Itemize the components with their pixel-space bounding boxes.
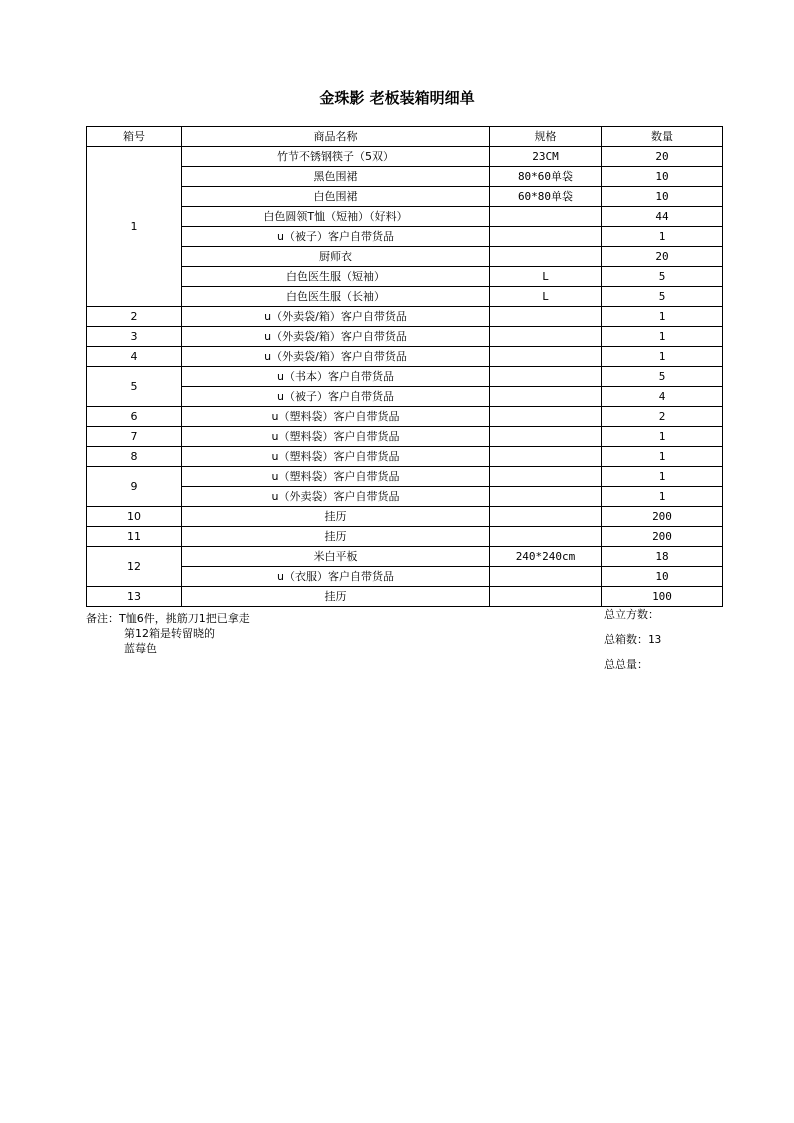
quantity-cell: 200 bbox=[602, 507, 723, 527]
table-row bbox=[87, 367, 723, 387]
product-name-cell: 白色圆领T恤（短袖）（好料） bbox=[182, 207, 490, 227]
quantity-cell: 1 bbox=[602, 487, 723, 507]
product-name-cell: u（塑料袋）客户自带货品 bbox=[182, 427, 490, 447]
product-name-cell: 挂历 bbox=[182, 587, 490, 607]
box-number-cell: 9 bbox=[87, 467, 182, 507]
box-number-cell: 13 bbox=[87, 587, 182, 607]
quantity-cell: 10 bbox=[602, 567, 723, 587]
table-row bbox=[87, 447, 723, 467]
product-name-cell: u（塑料袋）客户自带货品 bbox=[182, 447, 490, 467]
total-boxes-label: 总箱数： bbox=[604, 633, 648, 646]
quantity-cell: 5 bbox=[602, 287, 723, 307]
quantity-cell: 200 bbox=[602, 527, 723, 547]
product-name-cell: u（塑料袋）客户自带货品 bbox=[182, 467, 490, 487]
spec-cell bbox=[490, 447, 602, 467]
header-spec: 规格 bbox=[490, 127, 602, 147]
table-body bbox=[87, 147, 723, 607]
table-row bbox=[87, 407, 723, 427]
spec-cell bbox=[490, 567, 602, 587]
header-quantity: 数量 bbox=[602, 127, 723, 147]
quantity-cell: 1 bbox=[602, 347, 723, 367]
quantity-cell: 5 bbox=[602, 267, 723, 287]
spec-cell bbox=[490, 407, 602, 427]
table-row bbox=[87, 147, 723, 167]
remarks bbox=[86, 611, 250, 656]
product-name-cell: u（外卖袋/箱）客户自带货品 bbox=[182, 307, 490, 327]
total-volume-label: 总立方数： bbox=[604, 608, 659, 621]
quantity-cell: 1 bbox=[602, 467, 723, 487]
product-name-cell: 竹节不锈钢筷子（5双） bbox=[182, 147, 490, 167]
product-name-cell: 白色围裙 bbox=[182, 187, 490, 207]
box-number-cell: 12 bbox=[87, 547, 182, 587]
quantity-cell: 1 bbox=[602, 227, 723, 247]
box-number-cell: 11 bbox=[87, 527, 182, 547]
spec-cell: 240*240cm bbox=[490, 547, 602, 567]
product-name-cell: u（书本）客户自带货品 bbox=[182, 367, 490, 387]
quantity-cell: 20 bbox=[602, 247, 723, 267]
table-row bbox=[87, 427, 723, 447]
quantity-cell: 1 bbox=[602, 447, 723, 467]
box-number-cell: 4 bbox=[87, 347, 182, 367]
table-row bbox=[87, 247, 723, 267]
quantity-cell: 100 bbox=[602, 587, 723, 607]
remarks-line-3: 蓝莓色 bbox=[124, 642, 157, 655]
quantity-cell: 44 bbox=[602, 207, 723, 227]
product-name-cell: 黑色围裙 bbox=[182, 167, 490, 187]
table-row bbox=[87, 227, 723, 247]
spec-cell bbox=[490, 507, 602, 527]
box-number-cell: 6 bbox=[87, 407, 182, 427]
spec-cell bbox=[490, 207, 602, 227]
box-number-cell: 10 bbox=[87, 507, 182, 527]
spec-cell: 23CM bbox=[490, 147, 602, 167]
page-title: 金珠影 老板装箱明细单 bbox=[319, 89, 475, 107]
table-row bbox=[87, 387, 723, 407]
total-boxes-value: 13 bbox=[648, 633, 662, 646]
product-name-cell: u（外卖袋/箱）客户自带货品 bbox=[182, 347, 490, 367]
table-row bbox=[87, 207, 723, 227]
table-row bbox=[87, 587, 723, 607]
remarks-line-2: 第12箱是转留晓的 bbox=[124, 627, 215, 640]
product-name-cell: u（塑料袋）客户自带货品 bbox=[182, 407, 490, 427]
box-number-cell: 5 bbox=[87, 367, 182, 407]
product-name-cell: u（外卖袋）客户自带货品 bbox=[182, 487, 490, 507]
product-name-cell: 挂历 bbox=[182, 527, 490, 547]
table-row bbox=[87, 347, 723, 367]
table-row bbox=[87, 507, 723, 527]
spec-cell bbox=[490, 367, 602, 387]
spec-cell: L bbox=[490, 287, 602, 307]
spec-cell: 80*60单袋 bbox=[490, 167, 602, 187]
box-number-cell: 1 bbox=[87, 147, 182, 307]
total-boxes bbox=[604, 633, 661, 647]
remarks-line-1: 备注：T恤6件，挑筋刀1把已拿走 bbox=[86, 612, 250, 625]
quantity-cell: 10 bbox=[602, 167, 723, 187]
spec-cell bbox=[490, 587, 602, 607]
quantity-cell: 1 bbox=[602, 427, 723, 447]
quantity-cell: 1 bbox=[602, 307, 723, 327]
table-row bbox=[87, 487, 723, 507]
product-name-cell: u（衣服）客户自带货品 bbox=[182, 567, 490, 587]
quantity-cell: 10 bbox=[602, 187, 723, 207]
table-row bbox=[87, 267, 723, 287]
product-name-cell: 白色医生服（长袖） bbox=[182, 287, 490, 307]
spec-cell bbox=[490, 527, 602, 547]
spec-cell bbox=[490, 387, 602, 407]
table-row bbox=[87, 307, 723, 327]
spec-cell: 60*80单袋 bbox=[490, 187, 602, 207]
table-row bbox=[87, 567, 723, 587]
box-number-cell: 3 bbox=[87, 327, 182, 347]
spec-cell: L bbox=[490, 267, 602, 287]
spec-cell bbox=[490, 247, 602, 267]
spec-cell bbox=[490, 307, 602, 327]
quantity-cell: 18 bbox=[602, 547, 723, 567]
total-weight-label: 总总量： bbox=[604, 658, 648, 671]
quantity-cell: 1 bbox=[602, 327, 723, 347]
table-row bbox=[87, 467, 723, 487]
table-header-row bbox=[87, 127, 723, 147]
total-volume bbox=[604, 608, 661, 622]
table-row bbox=[87, 527, 723, 547]
packing-list-table bbox=[86, 126, 723, 607]
table-row bbox=[87, 187, 723, 207]
table-row bbox=[87, 167, 723, 187]
spec-cell bbox=[490, 327, 602, 347]
product-name-cell: u（被子）客户自带货品 bbox=[182, 227, 490, 247]
product-name-cell: u（外卖袋/箱）客户自带货品 bbox=[182, 327, 490, 347]
product-name-cell: 白色医生服（短袖） bbox=[182, 267, 490, 287]
product-name-cell: u（被子）客户自带货品 bbox=[182, 387, 490, 407]
spec-cell bbox=[490, 487, 602, 507]
product-name-cell: 厨师衣 bbox=[182, 247, 490, 267]
box-number-cell: 7 bbox=[87, 427, 182, 447]
spec-cell bbox=[490, 467, 602, 487]
table-row bbox=[87, 327, 723, 347]
header-product-name: 商品名称 bbox=[182, 127, 490, 147]
spec-cell bbox=[490, 347, 602, 367]
table-row bbox=[87, 547, 723, 567]
box-number-cell: 8 bbox=[87, 447, 182, 467]
spec-cell bbox=[490, 227, 602, 247]
box-number-cell: 2 bbox=[87, 307, 182, 327]
quantity-cell: 20 bbox=[602, 147, 723, 167]
product-name-cell: 挂历 bbox=[182, 507, 490, 527]
spec-cell bbox=[490, 427, 602, 447]
quantity-cell: 2 bbox=[602, 407, 723, 427]
table-row bbox=[87, 287, 723, 307]
quantity-cell: 4 bbox=[602, 387, 723, 407]
header-box-number: 箱号 bbox=[87, 127, 182, 147]
total-weight bbox=[604, 658, 661, 672]
summary bbox=[604, 608, 661, 683]
product-name-cell: 米白平板 bbox=[182, 547, 490, 567]
quantity-cell: 5 bbox=[602, 367, 723, 387]
